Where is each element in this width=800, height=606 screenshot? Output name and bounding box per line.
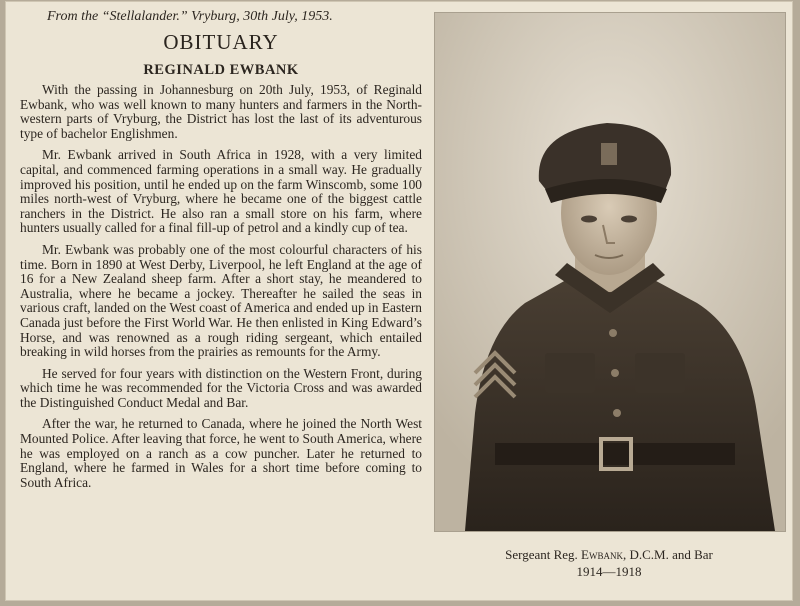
caption-name: Ewbank [581,547,623,562]
caption-suffix: , D.C.M. and Bar [622,547,713,562]
paragraph-4: He served for four years with distinction on the Western Front, during which time he was recommended for the Victoria Cross and was awarded the Distinguished Conduct Medal and Bar. [20,365,422,410]
paragraph-5: After the war, he returned to Canada, where he joined the North West Mounted Police. After leaving that force, he went to South America, where he was employed on a ranch as a cow puncher. Later he returned to England, where he farmed in Wales for a short time before coming to South Africa. [20,416,422,490]
page-title: OBITUARY [163,30,279,54]
caption-prefix: Sergeant Reg. [505,547,578,562]
photo-caption [434,546,784,580]
subject-name: REGINALD EWBANK [143,62,299,78]
photo-column [434,12,786,594]
soldier-portrait-illustration [435,13,785,531]
portrait-photo [434,12,786,532]
caption-years: 1914—1918 [576,564,642,579]
caption-line-1 [434,546,784,563]
obituary-text-column [20,8,422,594]
paragraph-3: Mr. Ewbank was probably one of the most colourful characters of his time. Born in 1890 at West Derby, Liverpool, he left England at the age of 16 for a New Zealand sheep farm. After a short stay, he meandered to Australia, where he became a jockey. Thereafter he sailed the seas in various craft, landed on the West coast of America and ended up in Eastern Canada just before the First World War. He then enlisted in King Edward’s Horse, and was renowned as a rough riding sergeant, which entailed breaking in wild horses from the prairies as remounts for the Army. [20,241,422,360]
source-line: From the “Stellalander.” Vryburg, 30th July, 1953. [47,9,333,24]
paragraph-2: Mr. Ewbank arrived in South Africa in 1928, with a very limited capital, and commenced farming operations in a small way. He gradually improved his position, until he ended up on the farm Winscomb, some 100 miles north-west of Vryburg, where he became one of the biggest cattle ranchers in the District. He also ran a small store on his farm, where hunters usually called for a final fill-up of petrol and a kindly cup of tea. [20,147,422,236]
obituary-card [6,2,792,600]
paragraph-1: With the passing in Johannesburg on 20th July, 1953, of Reginald Ewbank, who was well known to many hunters and farmers in the North-western parts of Vryburg, the District has lost the last of its adventurous type of bachelor Englishmen. [20,82,422,141]
